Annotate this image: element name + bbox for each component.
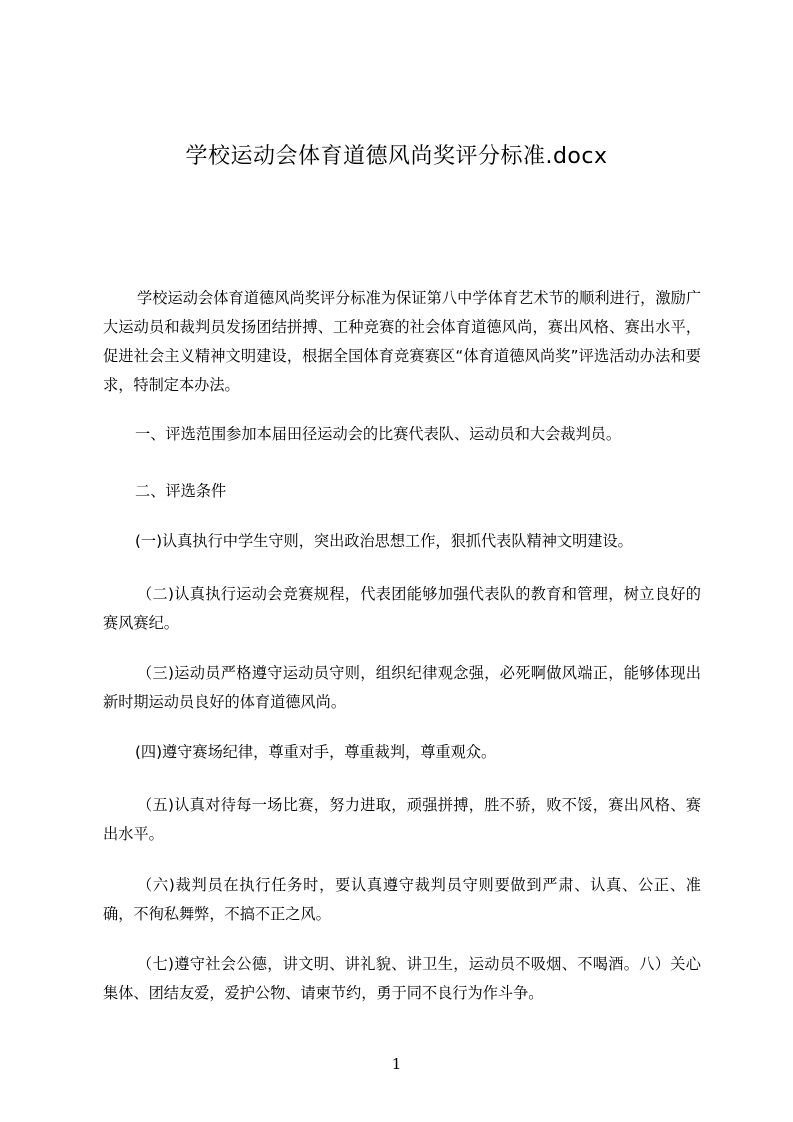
criteria-item-3: （三)运动员严格遵守运动员守则，组织纪律观念强，必死啊做风端正，能够体现出新时期运动员良好的体育道德风尚。 [103, 664, 701, 711]
criteria-item-4: (四)遵守赛场纪律，尊重对手，尊重裁判，尊重观众。 [135, 743, 497, 761]
criteria-item-2: （二)认真执行运动会竞赛规程，代表团能够加强代表队的教育和管理，树立良好的赛风赛纪。 [103, 585, 701, 632]
criteria-item-7: （七)遵守社会公德，讲文明、讲礼貌、讲卫生，运动员不吸烟、不喝酒。八）关心集体、团结友爱，爱护公物、请柬节约，勇于同不良行为作斗争。 [103, 955, 701, 1002]
criteria-item-6: （六)裁判员在执行任务时，要认真遵守裁判员守则要做到严肃、认真、公正、准确，不徇私舞弊，不搞不正之风。 [103, 876, 701, 923]
criteria-item-1: (一)认真执行中学生守则，突出政治思想工作，狠抓代表队精神文明建设。 [135, 532, 633, 550]
criteria-item-5: （五)认真对待每一场比赛，努力进取，顽强拼搏，胜不骄，败不馁，赛出风格、赛出水平。 [103, 796, 701, 843]
intro-paragraph: 学校运动会体育道德风尚奖评分标准为保证第八中学体育艺术节的顺利进行，激励广大运动员和裁判员发扬团结拼搏、工种竞赛的社会体育道德风尚，赛出风格、赛出水平，促进社会主义精神文明建设，根据全国体育竞赛赛区“体育道德风尚奖”评选活动办法和要求，特制定本办法。 [103, 289, 701, 394]
section-criteria-heading: 二、评选条件 [135, 482, 227, 500]
section-scope: 一、评选范围参加本届田径运动会的比赛代表队、运动员和大会裁判员。 [135, 425, 621, 443]
page-number: 1 [391, 1055, 402, 1073]
document-title: 学校运动会体育道德风尚奖评分标准.docx [185, 144, 608, 169]
